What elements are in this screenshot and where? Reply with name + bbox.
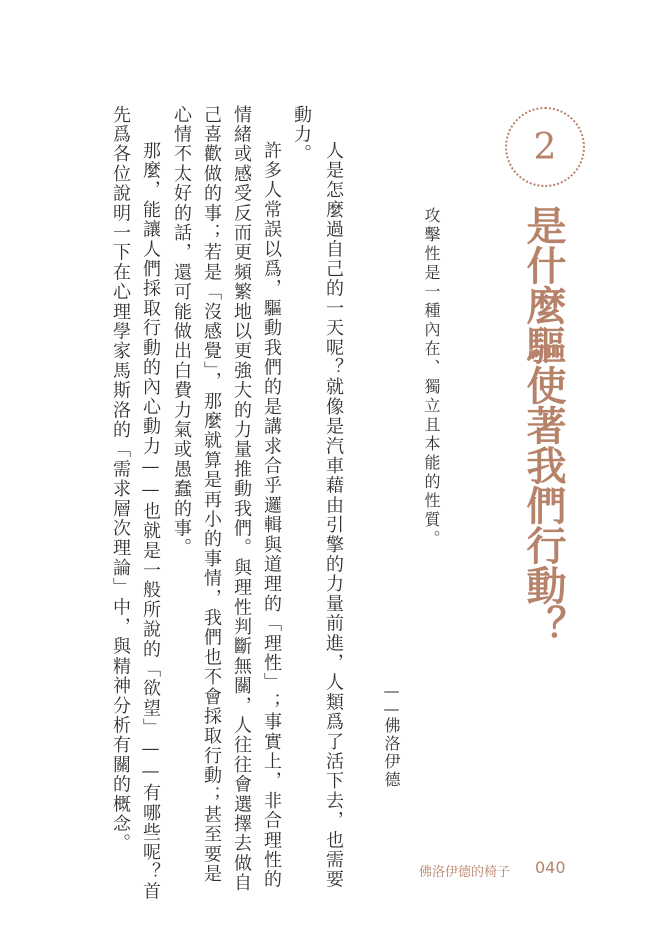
attribution-dash: —— bbox=[382, 681, 401, 717]
body-column: 那麼，能讓人們採取行動的內心動力——也就是一般所說的「欲望」——有哪些呢？首 bbox=[140, 141, 161, 902]
body-column: 許多人常誤以爲，驅動我們的是講求合乎邏輯與道理的「理性」；事實上，非合理性的 bbox=[261, 141, 282, 890]
chapter-title: 是什麼驅使著我們行動？ bbox=[520, 205, 567, 645]
body-column: 己喜歡做的事；若是「沒感覺」，那麼就算是再小的事情，我們也不會採取行動；甚至要是 bbox=[201, 105, 222, 884]
page-number: 040 bbox=[535, 858, 566, 877]
attribution-author: 佛洛伊德 bbox=[382, 717, 401, 789]
body-column: 人是怎麼過自己的一天呢？就像是汽車藉由引擎的力量前進，人類爲了活下去，也需要 bbox=[323, 141, 344, 890]
chapter-number: 2 bbox=[533, 126, 557, 168]
chapter-number-circle bbox=[505, 107, 585, 187]
epigraph-quote: 攻擊性是一種內在、獨立且本能的性質。 bbox=[422, 207, 441, 549]
body-column: 心情不太好的話，還可能做出白費力氣或愚蠢的事。 bbox=[171, 105, 192, 559]
epigraph-attribution bbox=[381, 681, 401, 789]
body-column: 先爲各位說明一下在心理學家馬斯洛的「需求層次理論」中，與精神分析有關的概念。 bbox=[110, 105, 131, 854]
footer-book-title: 佛洛伊德的椅子 bbox=[419, 865, 511, 880]
body-column: 動力。 bbox=[291, 105, 312, 165]
body-column: 情緒或感受反而更頻繁地以更強大的力量推動我們。與理性判斷無關，人往往會選擇去做自 bbox=[231, 105, 252, 893]
